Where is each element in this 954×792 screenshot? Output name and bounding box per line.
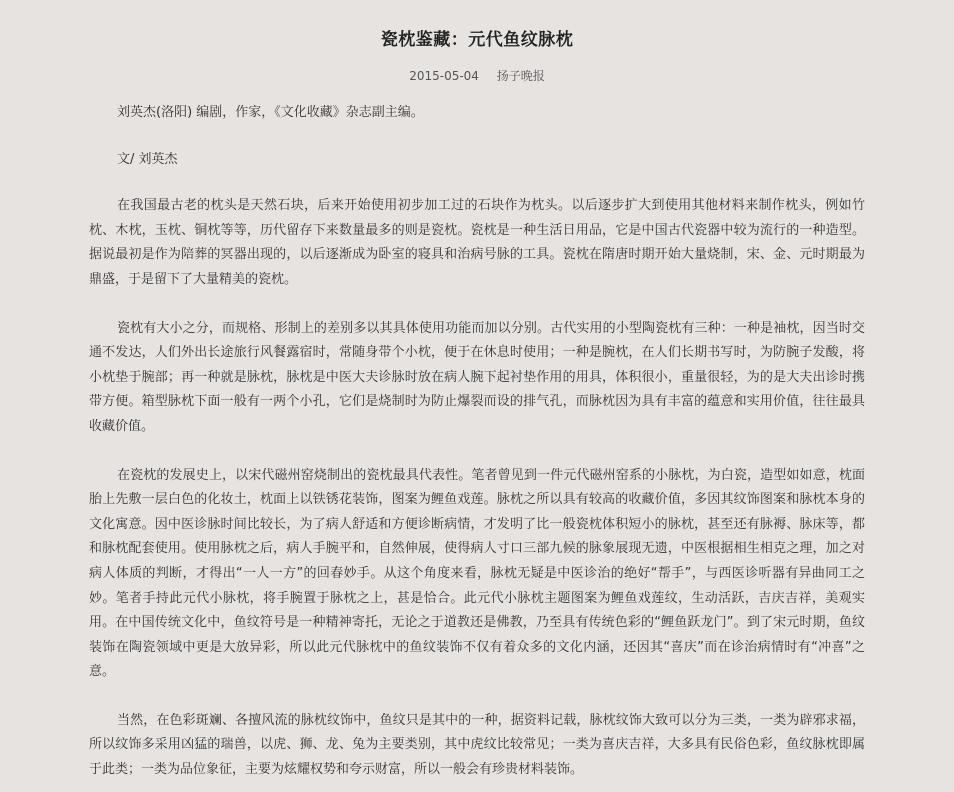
paragraph: 在瓷枕的发展史上，以宋代磁州窑烧制出的瓷枕最具代表性。笔者曾见到一件元代磁州窑系的小脉枕，为白瓷，造型如如意，枕面胎上先敷一层白色的化妆土，枕面上以铁锈花装饰，图案为鲤鱼戏莲。脉枕之所以具有较高的收藏价值，多因其纹饰图案和脉枕本身的文化寓意。因中医诊脉时间比较长，为了病人舒适和方便诊断病情，才发明了比一般瓷枕体积短小的脉枕，甚至还有脉褥、脉床等，都和脉枕配套使用。使用脉枕之后，病人手腕平和，自然伸展，使得病人寸口三部九候的脉象展现无遗，中医根据相生相克之理，加之对病人体质的判断，才得出“一人一方”的回春妙手。从这个角度来看，脉枕无疑是中医诊治的绝好“帮手”，与西医诊听器有异曲同工之妙。笔者手持此元代小脉枕，将手腕置于脉枕之上，甚是恰合。此元代小脉枕主题图案为鲤鱼戏莲纹，生动活跃，吉庆吉祥，美观实用。在中国传统文化中，鱼纹符号是一种精神寄托，无论之于道教还是佛教，乃至具有传统色彩的“鲤鱼跃龙门”。到了宋元时期，鱼纹装饰在陶瓷领域中更是大放异彩，所以此元代脉枕中的鱼纹装饰不仅有着众多的文化内涵，还因其“喜庆”而在诊治病情时有“冲喜”之意。 [89, 467, 865, 680]
paragraph: 在我国最古老的枕头是天然石块，后来开始使用初步加工过的石块作为枕头。以后逐步扩大到使用其他材料来制作枕头，例如竹枕、木枕，玉枕、铜枕等等，历代留存下来数量最多的则是瓷枕。瓷枕是一种生活日用品，它是中国古代瓷器中较为流行的一种造型。据说最初是作为陪葬的冥器出现的，以后逐渐成为卧室的寝具和治病号脉的工具。瓷枕在隋唐时期开始大量烧制，宋、金、元时期最为鼎盛，于是留下了大量精美的瓷枕。 [89, 198, 865, 287]
article-title: 瓷枕鉴藏：元代鱼纹脉枕 [380, 30, 574, 50]
author-bio: 刘英杰(洛阳) 编剧，作家，《文化收藏》杂志副主编。 [117, 105, 424, 120]
paragraph: 当然，在色彩斑斓、各擅风流的脉枕纹饰中，鱼纹只是其中的一种，据资料记载，脉枕纹饰大致可以分为三类，一类为辟邪求福，所以纹饰多采用凶猛的瑞兽，以虎、狮、龙、兔为主要类别，其中虎纹比较常见；一类为喜庆吉祥，大多具有民俗色彩，鱼纹脉枕即属于此类；一类为品位象征，主要为炫耀权势和夸示财富，所以一般会有珍贵材料装饰。 [89, 712, 865, 778]
publish-date: 2015-05-04 [409, 69, 479, 83]
article-meta [89, 68, 865, 84]
paragraph: 瓷枕有大小之分，而规格、形制上的差别多以其具体使用功能而加以分别。古代实用的小型陶瓷枕有三种：一种是袖枕，因当时交通不发达，人们外出长途旅行风餐露宿时，常随身带个小枕，便于在休息时使用；一种是腕枕，在人们长期书写时，为防腕子发酸，将小枕垫于腕部；再一种就是脉枕，脉枕是中医大夫诊脉时放在病人腕下起衬垫作用的用具，体积很小，重量很轻，为的是大夫出诊时携带方便。箱型脉枕下面一般有一两个小孔，它们是烧制时为防止爆裂而设的排气孔，而脉枕因为具有丰富的蕴意和实用价值，往往最具收藏价值。 [89, 320, 865, 434]
byline: 文/ 刘英杰 [117, 151, 178, 167]
article-body [89, 101, 865, 783]
publication-source: 扬子晚报 [496, 69, 545, 83]
